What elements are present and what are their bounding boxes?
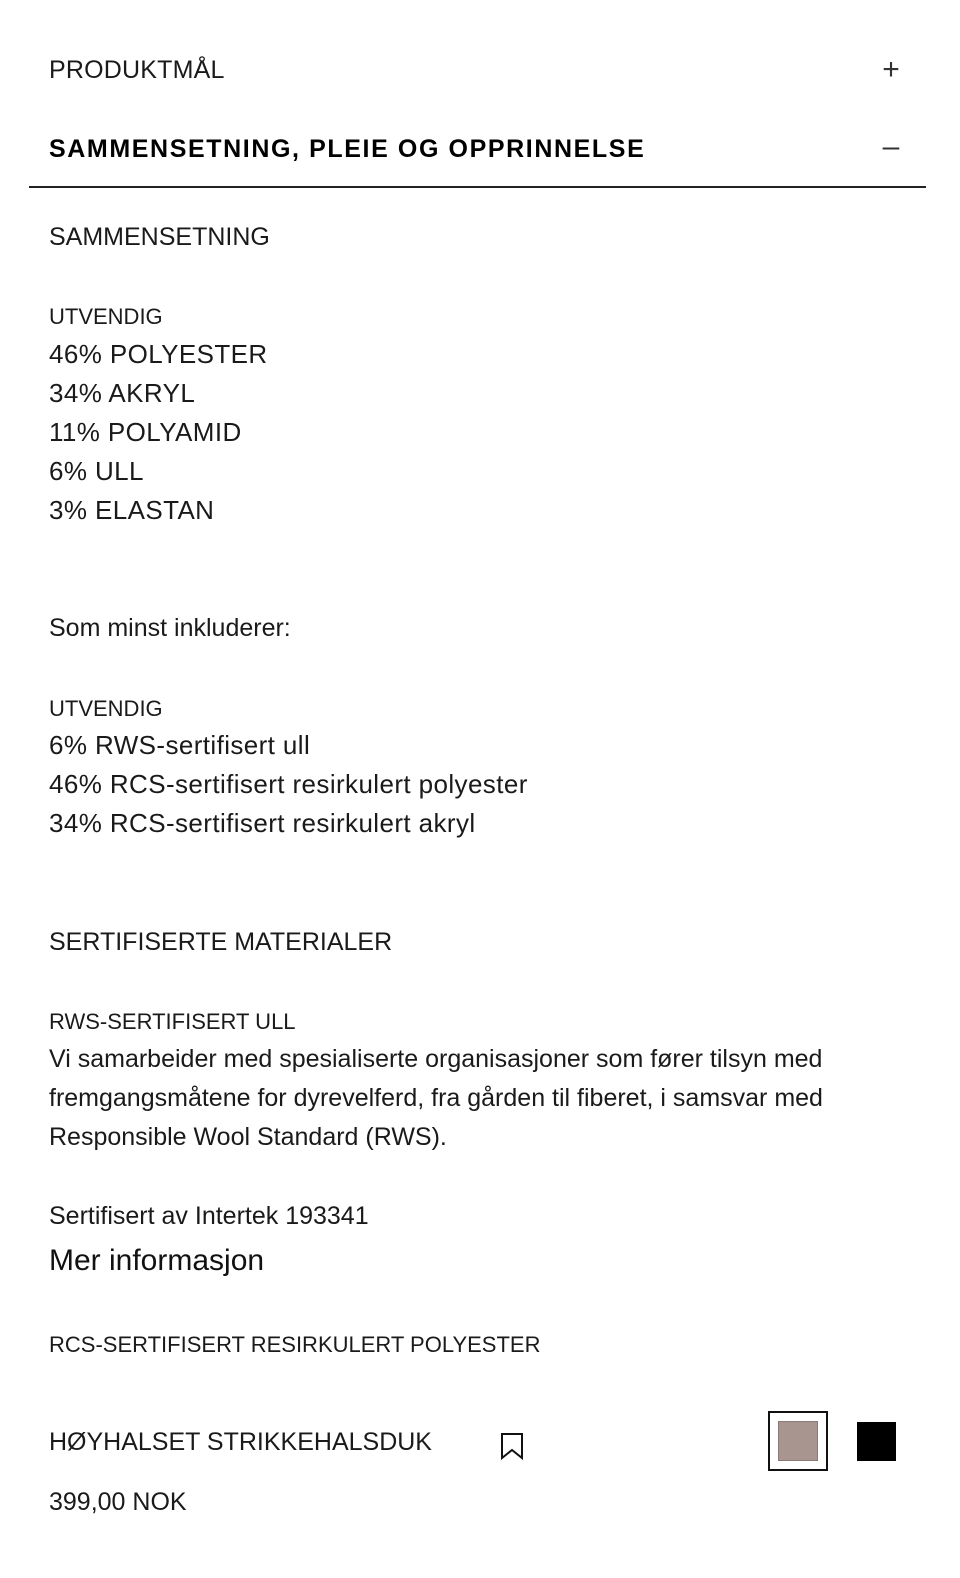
collapse-minus-icon[interactable]: – [882,130,900,163]
outer-label: UTVENDIG [49,696,163,721]
certified-by-text: Sertifisert av Intertek 193341 [49,1202,369,1230]
certified-materials-heading: SERTIFISERTE MATERIALER [49,928,393,956]
rws-description: Vi samarbeider med spesialiserte organisasjoner som fører tilsyn med fremgangsmåtene for dyrevelferd, fra gården til fiberet, i samsvar med Responsible Wool Standard (RWS). [49,1045,823,1151]
composition-heading: SAMMENSETNING [49,223,270,251]
material-line: 6% ULL [49,456,144,486]
accordion-divider [29,186,926,188]
min-includes-text: Som minst inkluderer: [49,614,291,642]
certified-line: 34% RCS-sertifisert resirkulert akryl [49,808,476,838]
material-line: 11% POLYAMID [49,417,242,447]
color-swatch-taupe-selected[interactable] [768,1411,828,1471]
product-name: HØYHALSET STRIKKEHALSDUK [49,1428,432,1456]
certified-line: 46% RCS-sertifisert resirkulert polyester [49,769,528,799]
color-swatch-black[interactable] [857,1422,896,1461]
color-swatch-taupe [778,1421,818,1461]
rcs-title[interactable]: RCS-SERTIFISERT RESIRKULERT POLYESTER [49,1332,541,1357]
product-price: 399,00 NOK [49,1488,187,1516]
rws-title: RWS-SERTIFISERT ULL [49,1009,296,1034]
expand-plus-icon[interactable]: + [882,53,900,86]
material-line: 34% AKRYL [49,378,196,408]
certified-line: 6% RWS-sertifisert ull [49,730,311,760]
bookmark-icon[interactable] [500,1432,524,1460]
accordion-product-measurements-title[interactable]: PRODUKTMÅL [49,56,225,84]
accordion-composition-title[interactable]: SAMMENSETNING, PLEIE OG OPPRINNELSE [49,135,646,163]
more-info-link[interactable]: Mer informasjon [49,1244,265,1277]
outer-label: UTVENDIG [49,304,163,329]
material-line: 46% POLYESTER [49,339,268,369]
material-line: 3% ELASTAN [49,495,215,525]
